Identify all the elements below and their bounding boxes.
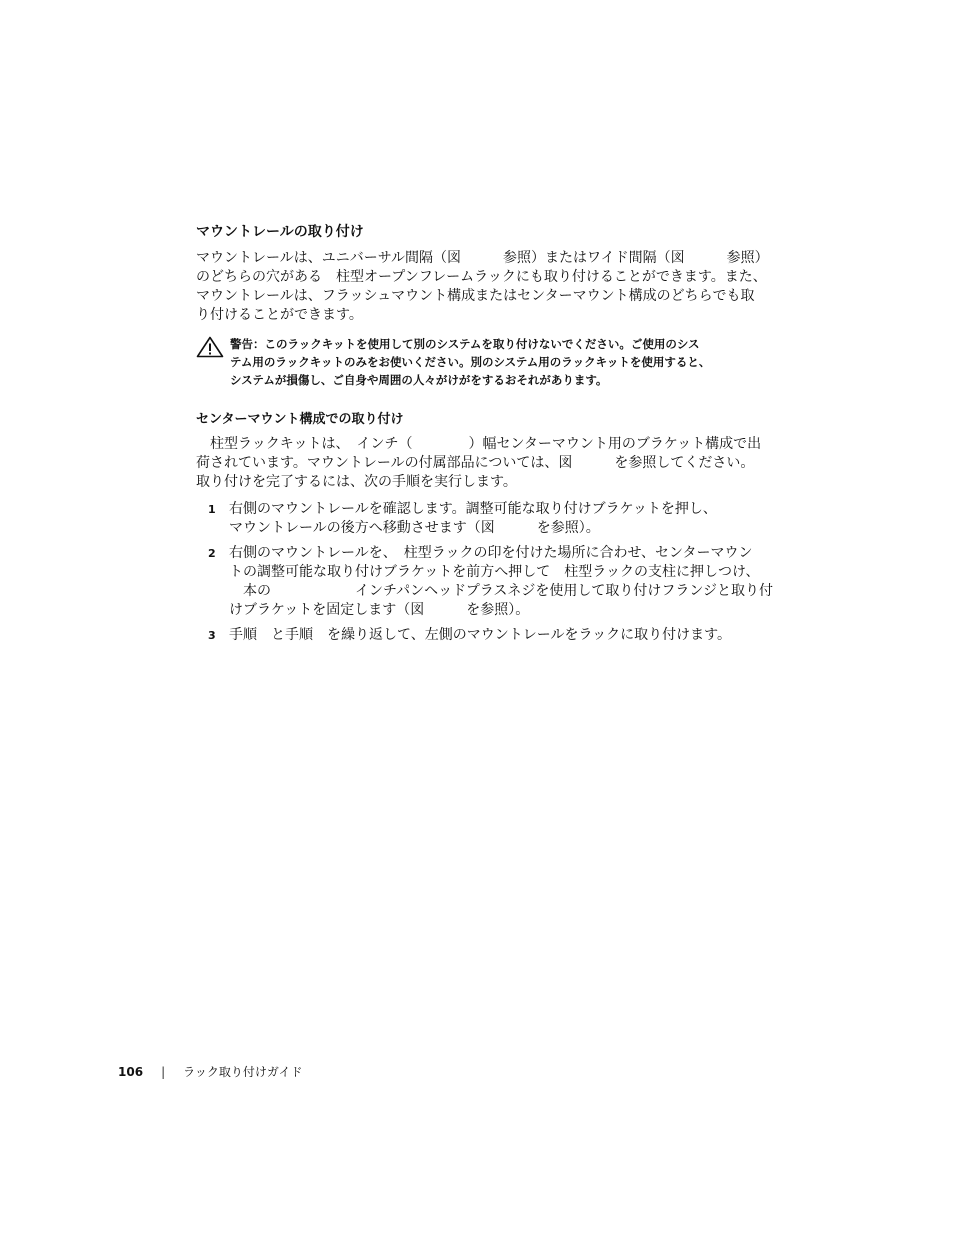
warning-line: システムが損傷し、ご自身や周囲の人々がけがをするおそれがあります。 [230, 373, 608, 387]
subsection-line: 荷されています。マウントレールの付属部品については、図 を参照してください。 [196, 455, 755, 471]
footer-guide-title: ラック取り付けガイド [183, 1065, 303, 1079]
warning-notice [196, 335, 816, 389]
subsection-line: 柱型ラックキットは、 インチ（ ）幅センターマウント用のブラケット構成で出 [196, 436, 762, 452]
section-title: マウントレールの取り付け [196, 224, 364, 240]
intro-line: り付けることができます。 [196, 307, 363, 323]
steps-list [196, 500, 816, 645]
step-number: 2 [208, 547, 216, 560]
page-footer [118, 1063, 303, 1081]
subsection-title: センターマウント構成での取り付け [196, 412, 404, 427]
intro-line: マウントレールは、フラッシュマウント構成またはセンターマウント構成のどちらでも取 [196, 288, 755, 304]
page-content [196, 222, 816, 651]
step-number: 1 [208, 503, 216, 516]
subsection-paragraph [196, 435, 816, 492]
step-line: 本の インチパンヘッドプラスネジを使用して取り付けフランジと取り付 [229, 583, 773, 599]
step-line: 手順 と手順 を繰り返して、左側のマウントレールをラックに取り付けます。 [229, 627, 732, 643]
step-item [196, 500, 816, 538]
step-line: けブラケットを固定します（図 を参照）。 [229, 602, 530, 618]
subsection-line: 取り付けを完了するには、次の手順を実行します。 [196, 474, 517, 490]
step-item [196, 626, 816, 645]
intro-paragraph [196, 249, 816, 325]
step-number: 3 [208, 629, 216, 642]
intro-line: マウントレールは、ユニバーサル間隔（図 参照）またはワイド間隔（図 参照） [196, 250, 769, 266]
step-line: 右側のマウントレールを、 柱型ラックの印を付けた場所に合わせ、センターマウン [229, 545, 753, 561]
step-line: マウントレールの後方へ移動させます（図 を参照）。 [229, 520, 600, 536]
warning-line: テム用のラックキットのみをお使いください。別のシステム用のラックキットを使用すると、 [230, 355, 711, 369]
step-line: 右側のマウントレールを確認します。調整可能な取り付けブラケットを押し、 [229, 501, 717, 517]
step-item [196, 544, 816, 620]
intro-line: のどちらの穴がある 柱型オープンフレームラックにも取り付けることができます。また、 [196, 269, 767, 285]
step-line: トの調整可能な取り付けブラケットを前方へ押して 柱型ラックの支柱に押しつけ、 [229, 564, 760, 580]
warning-triangle-icon [196, 336, 224, 358]
warning-line: 警告：このラックキットを使用して別のシステムを取り付けないでください。ご使用のシス [230, 337, 700, 351]
footer-separator: | [161, 1065, 166, 1079]
page-number: 106 [118, 1065, 144, 1079]
